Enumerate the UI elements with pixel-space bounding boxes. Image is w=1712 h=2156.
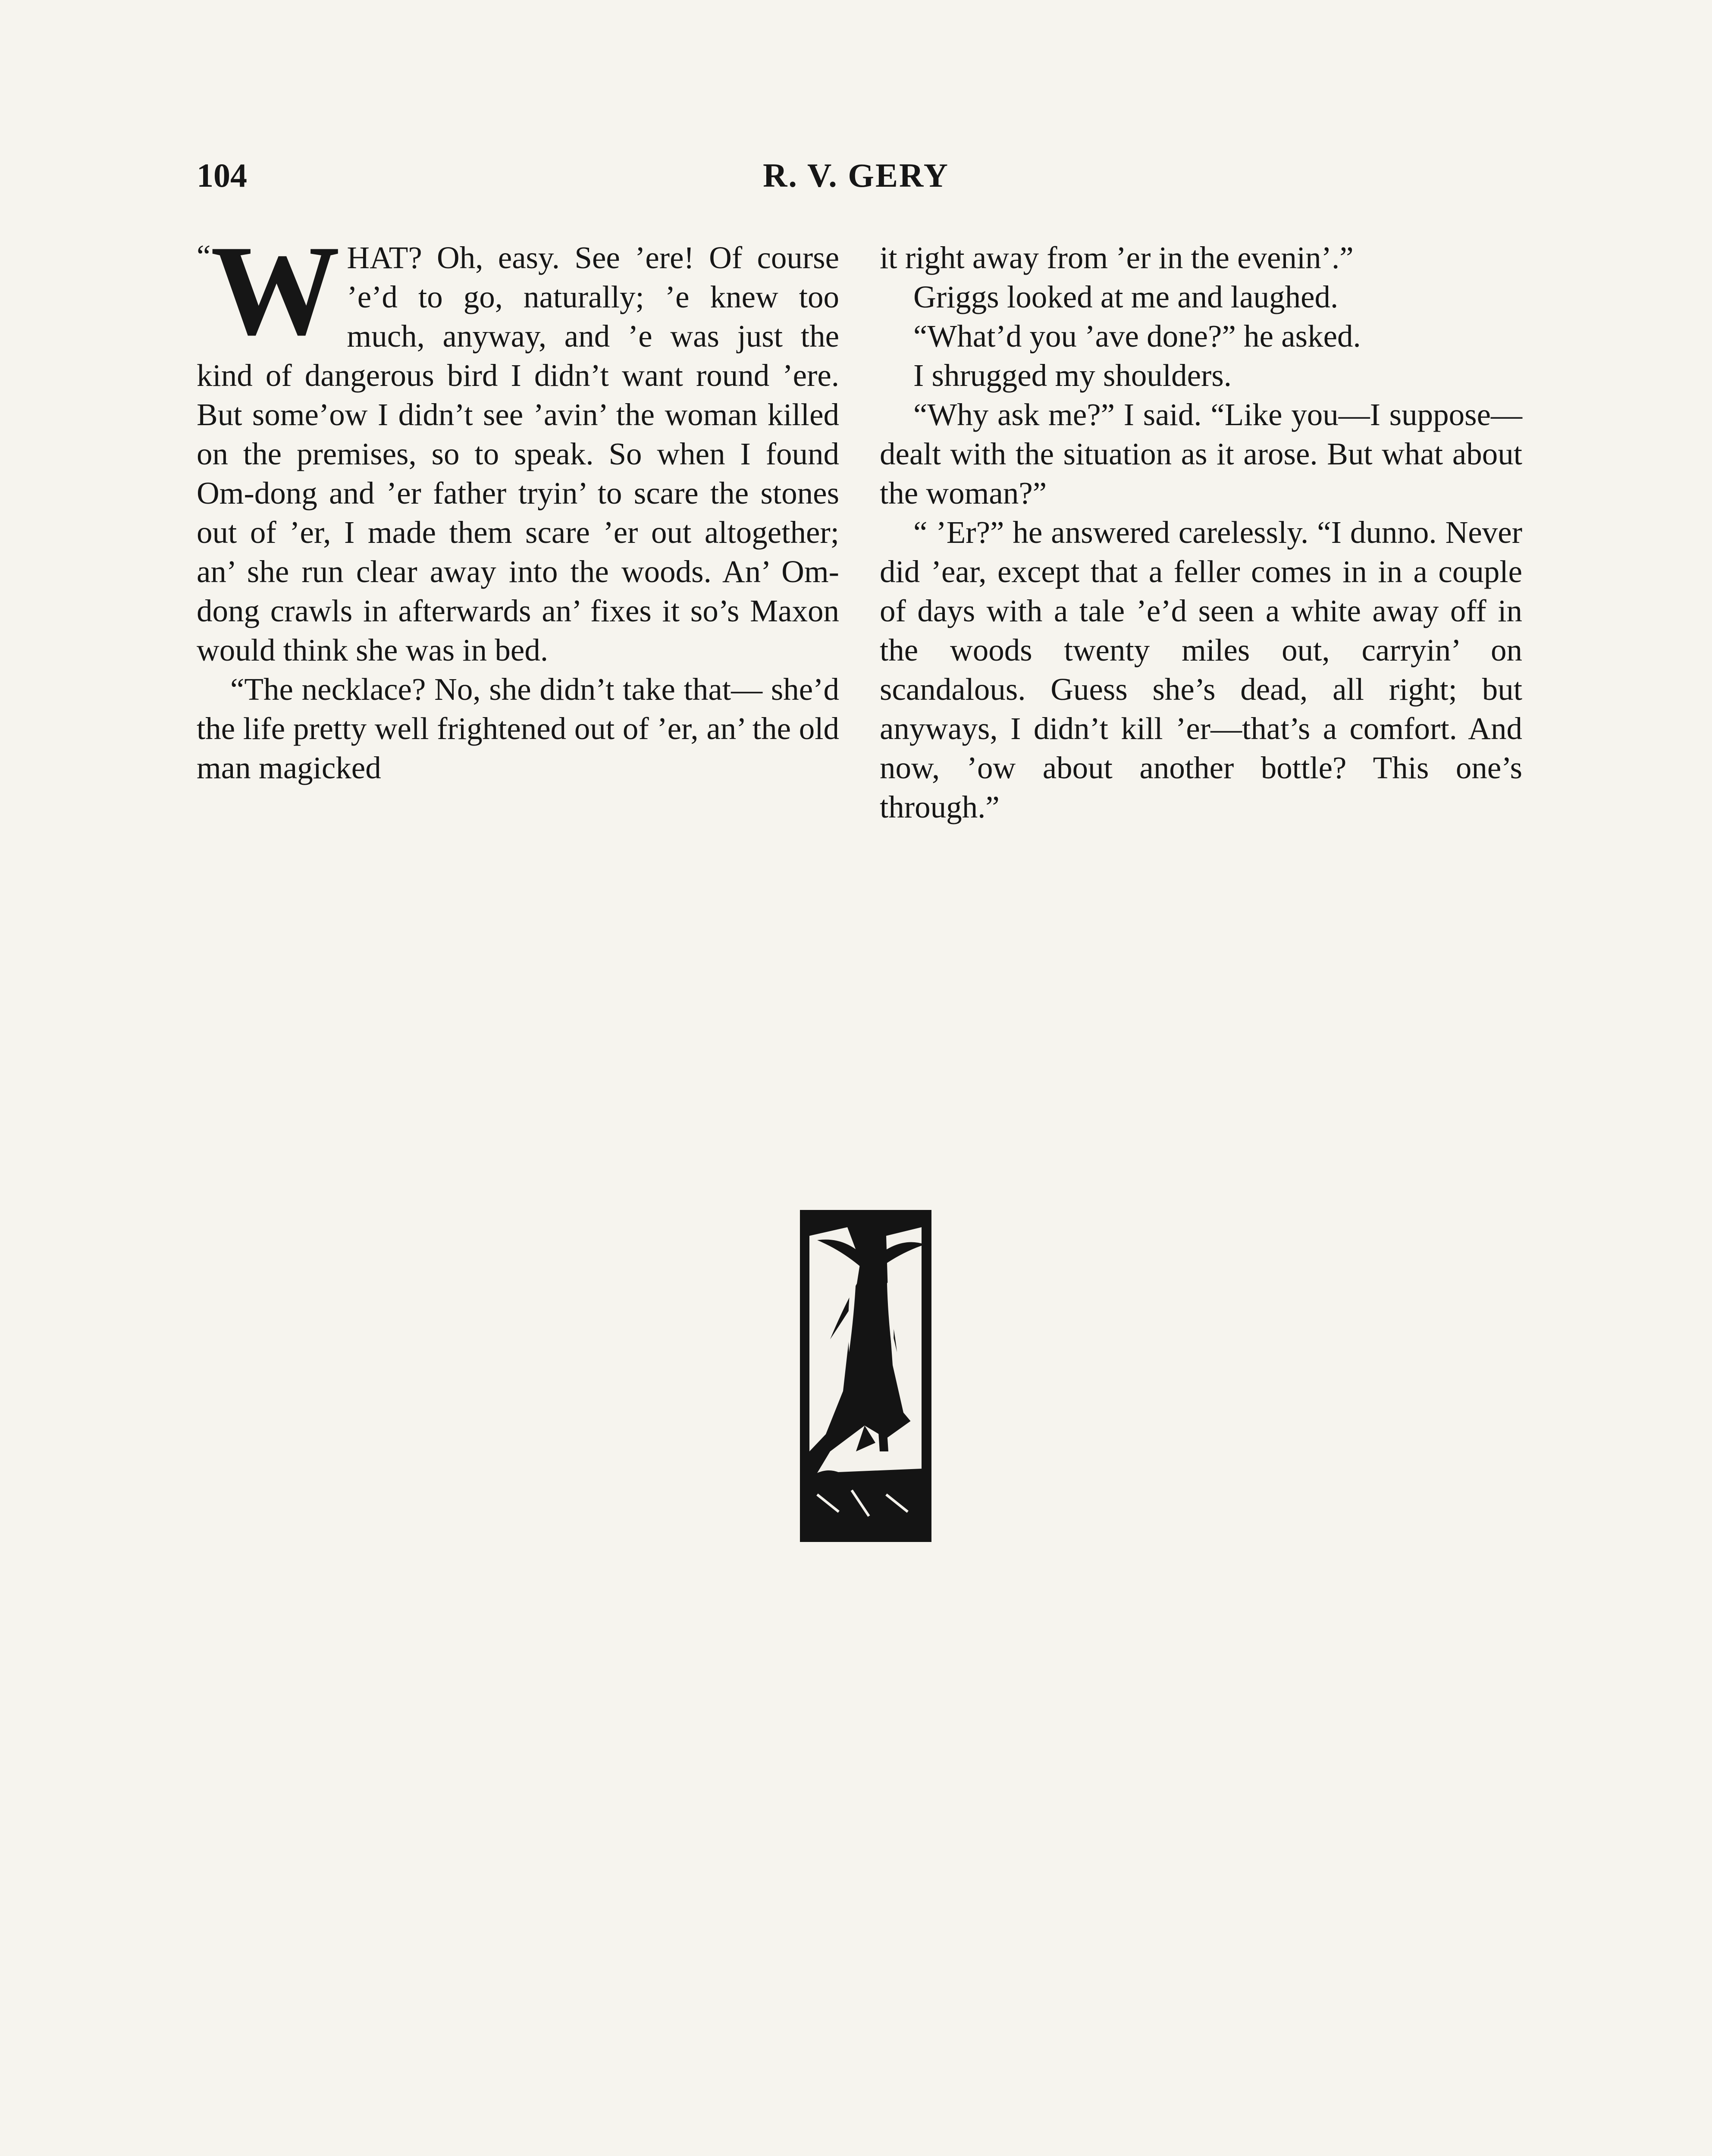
paragraph: “ ’Er?” he answered carelessly. “I dunno. Never did ’ear, except that a feller comes in in a couple of days with a tale ’e’d seen a white away off in the woods twenty miles out, carryin’ on scandalous. Guess she’s dead, all right; but anyways, I didn’t kill ’er—that’s a comfort. And now, ’ow about another bottle? This one’s through.” [880,515,1522,824]
paragraph: Griggs looked at me and laughed. [913,279,1339,314]
paragraph: “The necklace? No, she didn’t take that— she’d the life pretty well frightened out of ’er, an’ the old man magicked [197,672,839,785]
paragraph: it right away from ’er in the evenin’.” [880,240,1354,275]
paragraph: “Why ask me?” I said. “Like you—I suppose—dealt with the situation as it arose. But what about the woman?” [880,397,1522,511]
paragraph-text: HAT? Oh, easy. See ’ere! Of course ’e’d to go, naturally; ’e knew too much, anyway, and ’e was just the kind of dangerous bird I didn’t want round ’ere. But some’ow I didn’t see ’avin’ the woman killed on the premises, so to speak. So when I found Om-dong and ’er father tryin’ to scare the stones out of ’er, I made them scare ’er out altogether; an’ she run clear away into the woods. An’ Om-dong crawls in afterwards an’ fixes it so’s Maxon would think she was in bed. [197,240,839,667]
right-column [880,238,1522,827]
paragraph [197,219,839,670]
drop-cap: W [210,219,338,362]
palm-tree-woodcut-icon [800,1210,931,1542]
paragraph: I shrugged my shoulders. [913,358,1232,393]
left-column [197,219,839,787]
opening-quote: “ [197,238,211,273]
page-number: 104 [197,157,247,194]
paragraph: “What’d you ’ave done?” he asked. [913,319,1361,354]
running-head: R. V. GERY [763,157,949,194]
